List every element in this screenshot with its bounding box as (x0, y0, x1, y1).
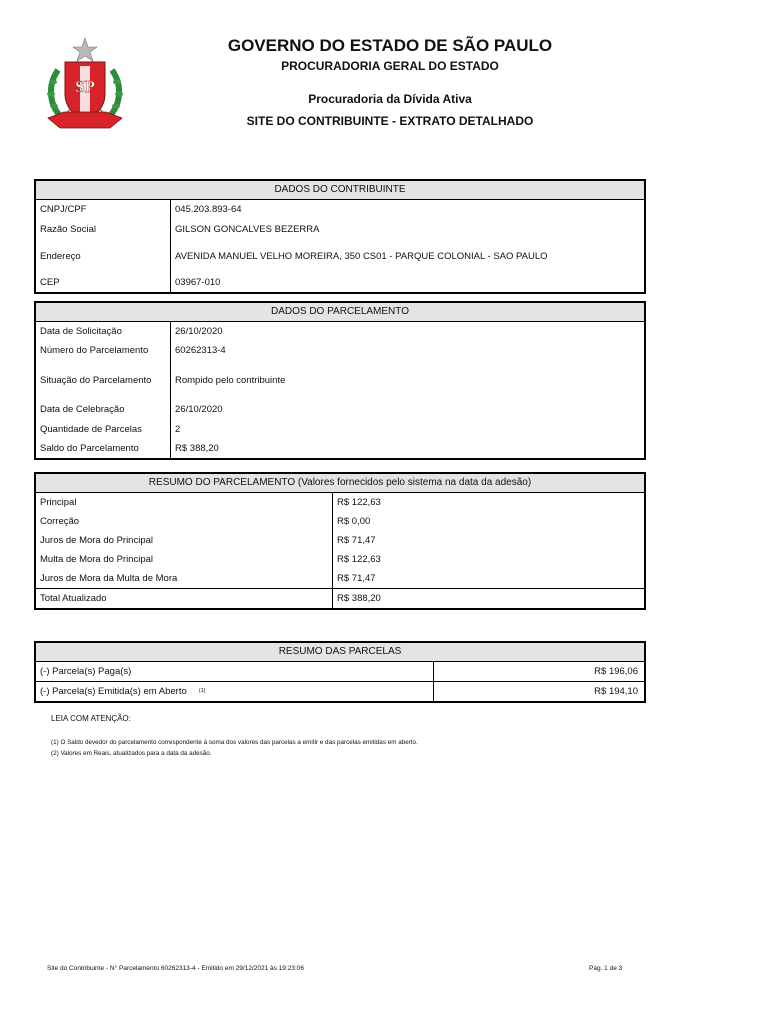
parcelamento-table (36, 322, 644, 458)
cep-value: 03967-010 (175, 277, 221, 288)
quantidade-parcelas-value: 2 (175, 423, 181, 435)
cnpj-value: 045.203.893-64 (175, 204, 242, 215)
parcelas-em-aberto-value: R$ 194,10 (594, 686, 638, 697)
principal-value: R$ 122,63 (337, 497, 381, 508)
parcelamento-row-data-solicitacao (36, 322, 644, 341)
parcelamento-section (34, 301, 646, 460)
total-atualizado-label: Total Atualizado (40, 593, 107, 604)
parcelamento-section-title: DADOS DO PARCELAMENTO (36, 303, 644, 322)
parcelas-row-pagas (36, 662, 644, 681)
situacao-value: Rompido pelo contribuinte (175, 374, 286, 386)
resumo-parcelamento-table (36, 493, 644, 608)
cnpj-label: CNPJ/CPF (40, 204, 87, 215)
parcelamento-row-situacao (36, 360, 644, 400)
footer-page-number: Pág. 1 de 3 (589, 965, 623, 972)
data-solicitacao-value: 26/10/2020 (175, 326, 223, 337)
contribuinte-row-cep (36, 273, 644, 292)
resumo-row-multa-principal (36, 550, 644, 569)
juros-multa-value: R$ 71,47 (337, 573, 376, 584)
footer-document-info: Site do Contribuinte - N° Parcelamento 60262313-4 - Emitido em 29/12/2021 às 19:23:06 (47, 965, 304, 972)
numero-parcelamento-label: Número do Parcelamento (40, 345, 149, 356)
principal-label: Principal (40, 497, 77, 508)
page-heading: SITE DO CONTRIBUINTE - EXTRATO DETALHADO (246, 114, 534, 128)
endereco-value: AVENIDA MANUEL VELHO MOREIRA, 350 CS01 - PARQUE COLONIAL - SAO PAULO (175, 250, 548, 262)
resumo-parcelas-title: RESUMO DAS PARCELAS (36, 643, 644, 662)
total-atualizado-value: R$ 388,20 (337, 593, 381, 604)
contribuinte-section-title: DADOS DO CONTRIBUINTE (36, 181, 644, 200)
parcelas-em-aberto-label: (-) Parcela(s) Emitida(s) em Aberto (40, 686, 187, 697)
resumo-parcelamento-section (34, 472, 646, 610)
note-1: (1) O Saldo devedor do parcelamento correspondente à soma dos valores das parcelas a emitir e das parcelas emitidas em aberto. (51, 739, 418, 746)
quantidade-parcelas-label: Quantidade de Parcelas (40, 423, 142, 435)
razao-social-value: GILSON GONCALVES BEZERRA (175, 223, 320, 235)
endereco-label: Endereço (40, 250, 81, 262)
correcao-value: R$ 0,00 (337, 516, 371, 527)
resumo-row-juros-principal (36, 531, 644, 550)
contribuinte-row-razao-social (36, 219, 644, 239)
contribuinte-row-endereco (36, 239, 644, 273)
situacao-label: Situação do Parcelamento (40, 374, 152, 386)
saldo-parcelamento-value: R$ 388,20 (175, 443, 219, 454)
footnote-marker: (1) (198, 688, 206, 695)
data-celebracao-value: 26/10/2020 (175, 404, 223, 415)
parcelamento-row-numero (36, 341, 644, 360)
resumo-row-principal (36, 493, 644, 512)
correcao-label: Correção (40, 516, 80, 527)
contribuinte-row-cnpj (36, 200, 644, 219)
resumo-row-correcao (36, 512, 644, 531)
parcelamento-row-quantidade (36, 419, 644, 439)
department-name: Procuradoria da Dívida Ativa (308, 92, 472, 106)
saldo-parcelamento-label: Saldo do Parcelamento (40, 443, 139, 454)
cep-label: CEP (40, 277, 60, 288)
multa-principal-value: R$ 122,63 (337, 554, 381, 565)
juros-principal-value: R$ 71,47 (337, 535, 376, 546)
resumo-row-total (36, 588, 644, 608)
contribuinte-section (34, 179, 646, 294)
parcelamento-row-data-celebracao (36, 400, 644, 419)
resumo-parcelamento-title: RESUMO DO PARCELAMENTO (Valores fornecidos pelo sistema na data da adesão) (36, 474, 644, 493)
crest-monogram: SP (75, 77, 95, 96)
resumo-parcelas-section (34, 641, 646, 703)
note-2: (2) Valores em Reais, atualizados para a data da adesão. (51, 750, 212, 757)
parcelas-row-em-aberto (36, 681, 644, 701)
razao-social-label: Razão Social (40, 223, 96, 235)
sao-paulo-coat-of-arms-logo (44, 36, 126, 132)
parcelamento-row-saldo (36, 439, 644, 458)
multa-principal-label: Multa de Mora do Principal (40, 554, 153, 565)
numero-parcelamento-value: 60262313-4 (175, 345, 226, 356)
data-celebracao-label: Data de Celebração (40, 404, 125, 415)
government-title: GOVERNO DO ESTADO DE SÃO PAULO (227, 36, 553, 55)
agency-subtitle: PROCURADORIA GERAL DO ESTADO (281, 59, 499, 73)
resumo-row-juros-multa (36, 569, 644, 588)
juros-multa-label: Juros de Mora da Multa de Mora (40, 573, 178, 584)
contribuinte-table (36, 200, 644, 292)
data-solicitacao-label: Data de Solicitação (40, 326, 122, 337)
juros-principal-label: Juros de Mora do Principal (40, 535, 153, 546)
notes-title: LEIA COM ATENÇÃO: (51, 714, 131, 723)
resumo-parcelas-table (36, 662, 644, 701)
parcelas-pagas-label: (-) Parcela(s) Paga(s) (40, 666, 132, 677)
parcelas-pagas-value: R$ 196,06 (594, 666, 638, 677)
